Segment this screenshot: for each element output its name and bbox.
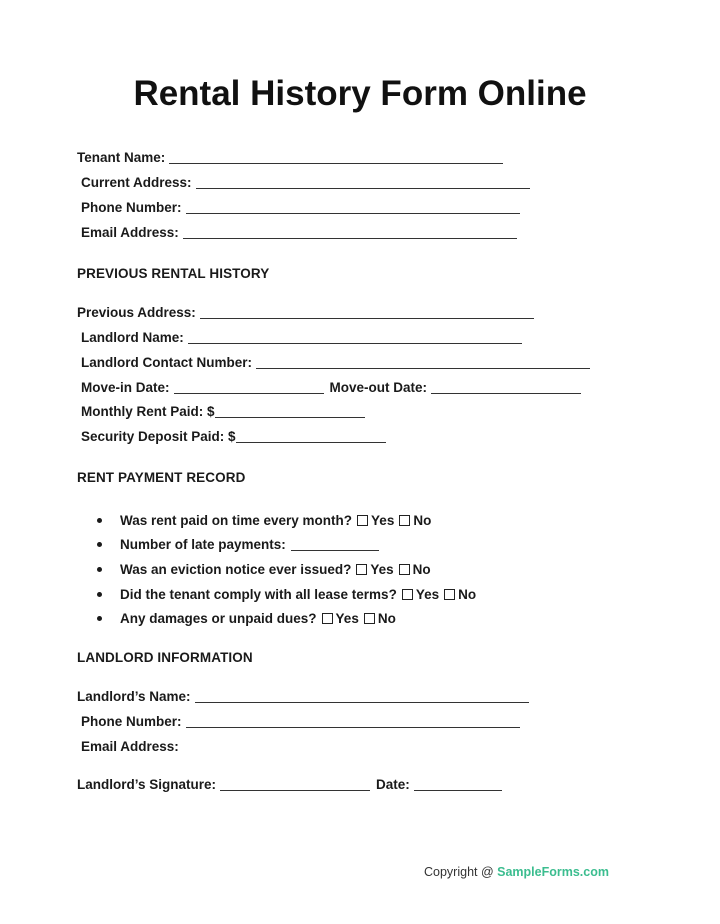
tenant-name-label: Tenant Name:: [77, 150, 166, 165]
payment-record-list: [97, 508, 476, 631]
checkbox-icon[interactable]: [364, 613, 375, 624]
yes-label: Yes: [415, 586, 440, 602]
tenant-email-label: Email Address:: [81, 225, 179, 240]
landlord-name-blank[interactable]: [188, 331, 522, 344]
tenant-phone-field[interactable]: [81, 200, 520, 215]
yes-label: Yes: [335, 611, 359, 627]
move-in-label: Move-in Date:: [81, 380, 170, 395]
brand-link[interactable]: SampleForms.com: [497, 865, 609, 879]
no-label: No: [413, 512, 432, 528]
question-text: Number of late payments:: [120, 537, 286, 553]
checkbox-icon[interactable]: [444, 589, 455, 600]
landlord-name-field[interactable]: [81, 330, 522, 345]
tenant-email-field[interactable]: [81, 225, 517, 240]
previous-rental-heading: PREVIOUS RENTAL HISTORY: [77, 266, 270, 281]
list-item: [97, 606, 476, 631]
tenant-phone-blank[interactable]: [186, 201, 520, 214]
move-in-blank[interactable]: [174, 381, 324, 394]
no-label: No: [458, 586, 477, 602]
move-out-label: Move-out Date:: [329, 380, 428, 395]
move-out-blank[interactable]: [431, 381, 581, 394]
current-address-field[interactable]: [81, 175, 530, 190]
tenant-phone-label: Phone Number:: [81, 200, 182, 215]
landlord-full-name-blank[interactable]: [195, 690, 529, 703]
question-text: Was an eviction notice ever issued?: [120, 561, 352, 577]
move-dates-field[interactable]: [81, 380, 581, 395]
copyright-text: Copyright @: [424, 865, 498, 879]
checkbox-icon[interactable]: [357, 515, 368, 526]
landlord-phone-field[interactable]: [81, 714, 520, 729]
landlord-phone-label: Phone Number:: [81, 714, 182, 729]
previous-address-field[interactable]: [77, 305, 534, 320]
tenant-name-blank[interactable]: [169, 151, 503, 164]
question-text: Any damages or unpaid dues?: [120, 611, 317, 627]
monthly-rent-label: Monthly Rent Paid: $: [81, 404, 215, 419]
monthly-rent-field[interactable]: [81, 404, 365, 419]
current-address-label: Current Address:: [81, 175, 192, 190]
date-label: Date:: [376, 777, 410, 792]
landlord-email-field[interactable]: [81, 739, 179, 754]
list-item: [97, 557, 476, 582]
landlord-name-label: Landlord Name:: [81, 330, 184, 345]
security-deposit-blank[interactable]: [236, 430, 386, 443]
yes-label: Yes: [371, 512, 395, 528]
payment-record-heading: RENT PAYMENT RECORD: [77, 470, 246, 485]
tenant-email-blank[interactable]: [183, 226, 517, 239]
previous-address-blank[interactable]: [200, 306, 534, 319]
list-item: [97, 582, 476, 607]
bullet-icon: [97, 518, 102, 523]
checkbox-icon[interactable]: [399, 515, 410, 526]
checkbox-icon[interactable]: [322, 613, 333, 624]
landlord-full-name-field[interactable]: [77, 689, 529, 704]
yes-label: Yes: [370, 561, 394, 577]
question-text: Did the tenant comply with all lease terms?: [120, 586, 397, 602]
landlord-full-name-label: Landlord’s Name:: [77, 689, 191, 704]
landlord-email-label: Email Address:: [81, 739, 179, 754]
checkbox-icon[interactable]: [356, 564, 367, 575]
landlord-info-heading: LANDLORD INFORMATION: [77, 650, 253, 665]
question-text: Was rent paid on time every month?: [120, 512, 353, 528]
security-deposit-label: Security Deposit Paid: $: [81, 429, 236, 444]
previous-address-label: Previous Address:: [77, 305, 196, 320]
page-title: Rental History Form Online: [133, 74, 587, 113]
no-label: No: [377, 611, 396, 627]
landlord-phone-blank[interactable]: [186, 715, 520, 728]
landlord-contact-label: Landlord Contact Number:: [81, 355, 252, 370]
security-deposit-field[interactable]: [81, 429, 386, 444]
bullet-icon: [97, 567, 102, 572]
bullet-icon: [97, 542, 102, 547]
list-item: [97, 508, 476, 533]
date-blank[interactable]: [414, 778, 502, 791]
current-address-blank[interactable]: [196, 176, 530, 189]
no-label: No: [412, 561, 431, 577]
tenant-name-field[interactable]: [77, 150, 503, 165]
bullet-icon: [97, 592, 102, 597]
landlord-contact-field[interactable]: [81, 355, 590, 370]
signature-label: Landlord’s Signature:: [77, 777, 217, 792]
monthly-rent-blank[interactable]: [215, 405, 365, 418]
late-payments-blank[interactable]: [291, 538, 379, 551]
bullet-icon: [97, 616, 102, 621]
copyright-footer: [424, 865, 609, 879]
signature-blank[interactable]: [220, 778, 370, 791]
checkbox-icon[interactable]: [402, 589, 413, 600]
checkbox-icon[interactable]: [399, 564, 410, 575]
list-item: [97, 533, 476, 558]
signature-field[interactable]: [77, 777, 502, 792]
landlord-contact-blank[interactable]: [256, 356, 590, 369]
